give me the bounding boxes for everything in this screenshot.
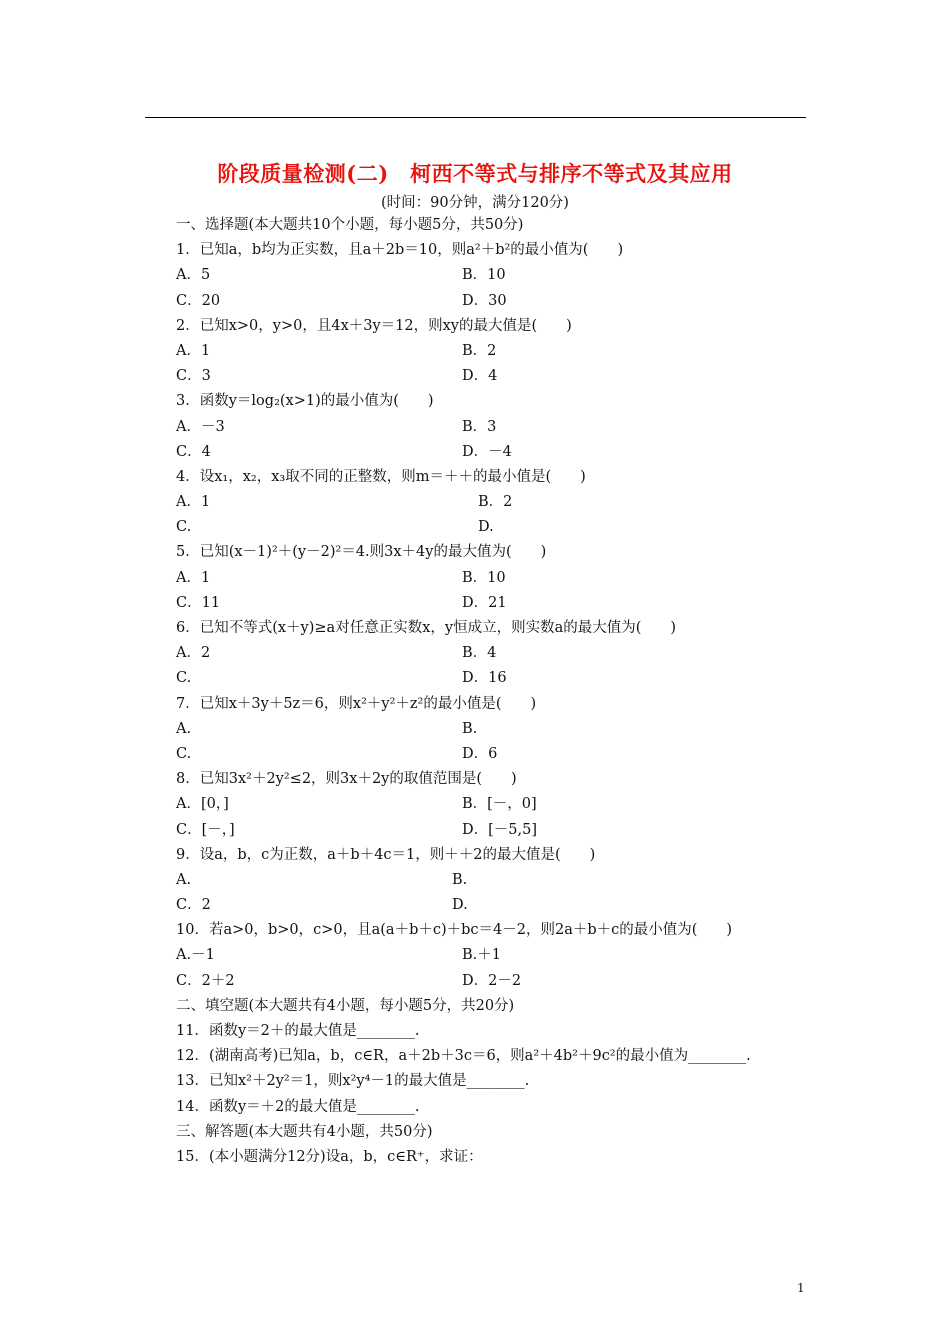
text-line bbox=[176, 918, 816, 943]
text-line bbox=[176, 364, 816, 389]
text-line bbox=[176, 490, 816, 515]
option-b-text: B. bbox=[452, 871, 468, 888]
text-line bbox=[176, 1069, 816, 1094]
line-text: C．11 bbox=[176, 594, 221, 611]
text-line bbox=[176, 717, 816, 742]
option-b-text: D. bbox=[478, 519, 494, 536]
line-text: A．1 bbox=[176, 494, 211, 511]
option-b-text: D．－4 bbox=[462, 443, 512, 460]
line-text: 12．(湖南高考)已知a，b，c∈R，a＋2b＋3c＝6，则a²＋4b²＋9c²的最小值为________. bbox=[176, 1048, 751, 1065]
line-text: 3．函数y＝log₂(x>1)的最小值为( ) bbox=[176, 393, 434, 410]
text-line bbox=[176, 389, 816, 414]
text-line bbox=[176, 213, 816, 238]
option-b-text: B．3 bbox=[462, 418, 497, 435]
line-text: 10．若a>0，b>0，c>0，且a(a＋b＋c)＋bc＝4－2，则2a＋b＋c的最小值为( ) bbox=[176, 922, 733, 939]
option-b-text: D．21 bbox=[462, 594, 507, 611]
line-text: A．[0，] bbox=[176, 796, 229, 813]
line-text: C．20 bbox=[176, 292, 221, 309]
line-text: A. bbox=[176, 871, 192, 888]
option-b-text: D．6 bbox=[462, 745, 498, 762]
text-line bbox=[176, 515, 816, 540]
line-text: 三、解答题(本大题共有4小题，共50分) bbox=[176, 1123, 433, 1140]
line-text: C. bbox=[176, 519, 192, 536]
line-text: 2．已知x>0，y>0，且4x＋3y＝12，则xy的最大值是( ) bbox=[176, 317, 572, 334]
option-b-text: D．30 bbox=[462, 292, 507, 309]
text-line bbox=[176, 893, 816, 918]
line-text: 6．已知不等式(x＋y)≥a对任意正实数x，y恒成立，则实数a的最大值为( ) bbox=[176, 620, 677, 636]
text-line bbox=[176, 767, 816, 792]
line-text: 9．设a，b，c为正数，a＋b＋4c＝1，则＋＋2的最大值是( ) bbox=[176, 846, 596, 863]
line-text: A．－3 bbox=[176, 418, 225, 435]
line-text: A. bbox=[176, 720, 192, 737]
line-text: C. bbox=[176, 670, 192, 687]
option-b-text: B.＋1 bbox=[462, 947, 501, 964]
text-line bbox=[176, 1120, 816, 1145]
line-text: A．2 bbox=[176, 645, 211, 662]
line-text: 14．函数y＝＋2的最大值是________. bbox=[176, 1098, 420, 1115]
option-b-text: D．4 bbox=[462, 368, 498, 385]
text-line bbox=[176, 969, 816, 994]
line-text: 8．已知3x²＋2y²≤2，则3x＋2y的取值范围是( ) bbox=[176, 771, 517, 788]
text-line bbox=[176, 465, 816, 490]
line-text: C. bbox=[176, 745, 192, 762]
text-line bbox=[176, 540, 816, 565]
text-line bbox=[176, 818, 816, 843]
option-b-text: B. bbox=[462, 720, 478, 737]
text-line bbox=[176, 666, 816, 691]
option-b-text: D．16 bbox=[462, 670, 507, 687]
line-text: A．1 bbox=[176, 569, 211, 586]
line-text: 4．设x₁，x₂，x₃取不同的正整数，则m＝＋＋的最小值是( ) bbox=[176, 468, 586, 485]
option-b-text: D. bbox=[452, 897, 468, 914]
option-b-text: B．10 bbox=[462, 569, 506, 586]
line-text: 1．已知a，b均为正实数，且a＋2b＝10，则a²＋b²的最小值为( ) bbox=[176, 242, 624, 259]
page-subtitle: (时间：90分钟，满分120分) bbox=[381, 195, 569, 211]
line-text: A.－1 bbox=[176, 947, 215, 964]
text-line bbox=[176, 314, 816, 339]
text-line bbox=[176, 994, 816, 1019]
option-b-text: D．2－2 bbox=[462, 972, 522, 989]
option-b-text: B．[－，0] bbox=[462, 796, 537, 813]
line-text: 一、选择题(本大题共10个小题，每小题5分，共50分) bbox=[176, 217, 524, 233]
text-line bbox=[176, 792, 816, 817]
line-text: 13．已知x²＋2y²＝1，则x²y⁴－1的最大值是________. bbox=[176, 1073, 530, 1090]
line-text: C．[－，] bbox=[176, 821, 235, 838]
option-b-text: B．4 bbox=[462, 645, 497, 662]
line-text: 5．已知(x－1)²＋(y－2)²＝4.则3x＋4y的最大值为( ) bbox=[176, 544, 547, 561]
text-line bbox=[176, 440, 816, 465]
text-line bbox=[176, 289, 816, 314]
text-line bbox=[176, 742, 816, 767]
text-line bbox=[176, 591, 816, 616]
header-rule bbox=[145, 117, 806, 118]
line-text: A．1 bbox=[176, 342, 211, 359]
line-text: 11．函数y＝2＋的最大值是________. bbox=[176, 1023, 420, 1039]
line-text: 7．已知x＋3y＋5z＝6，则x²＋y²＋z²的最小值是( ) bbox=[176, 695, 537, 712]
option-b-text: D．[－5,5] bbox=[462, 821, 537, 838]
text-line bbox=[176, 616, 816, 641]
text-line bbox=[176, 339, 816, 364]
question-list bbox=[176, 213, 816, 1170]
text-line bbox=[176, 692, 816, 717]
text-line bbox=[176, 263, 816, 288]
option-b-text: B．2 bbox=[478, 494, 513, 511]
text-line bbox=[176, 1019, 816, 1044]
text-line bbox=[176, 843, 816, 868]
text-line bbox=[176, 641, 816, 666]
text-line bbox=[176, 943, 816, 968]
line-text: A．5 bbox=[176, 267, 211, 284]
text-line bbox=[176, 1095, 816, 1120]
option-b-text: B．10 bbox=[462, 267, 506, 284]
line-text: C．3 bbox=[176, 368, 211, 385]
line-text: C．2＋2 bbox=[176, 972, 235, 989]
page-number: 1 bbox=[797, 1281, 805, 1295]
line-text: C．4 bbox=[176, 443, 211, 460]
text-line bbox=[176, 1044, 816, 1069]
text-line bbox=[176, 238, 816, 263]
line-text: 二、填空题(本大题共有4小题，每小题5分，共20分) bbox=[176, 997, 515, 1014]
page-title: 阶段质量检测(二) 柯西不等式与排序不等式及其应用 bbox=[217, 161, 733, 186]
text-line bbox=[176, 868, 816, 893]
text-line bbox=[176, 415, 816, 440]
option-b-text: B．2 bbox=[462, 342, 497, 359]
text-line bbox=[176, 1145, 816, 1170]
text-line bbox=[176, 566, 816, 591]
line-text: C．2 bbox=[176, 897, 211, 914]
line-text: 15．(本小题满分12分)设a，b，c∈R⁺，求证： bbox=[176, 1148, 483, 1165]
